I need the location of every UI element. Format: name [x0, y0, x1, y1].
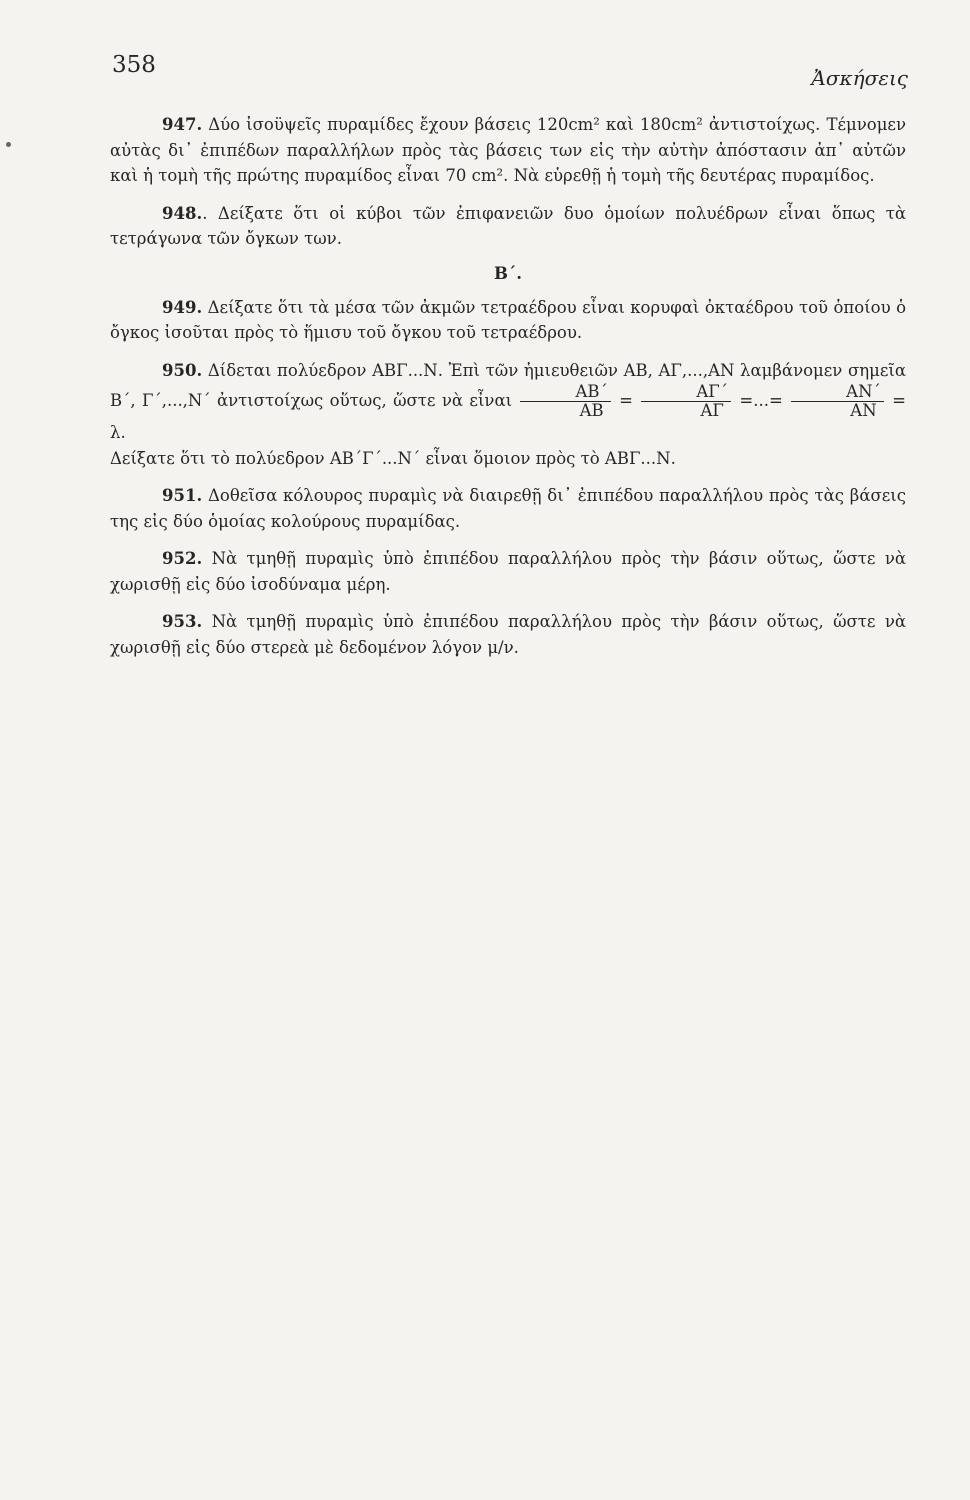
fraction-numerator: ΑΓ΄ — [696, 382, 728, 401]
reverse-page-bleed-through — [112, 700, 902, 1430]
exercise-list — [110, 112, 906, 672]
section-heading-b: Β΄. — [494, 263, 522, 283]
exercise-950 — [110, 358, 906, 472]
fraction-denominator: ΑΓ — [641, 401, 731, 420]
ellipsis-equals: =...= — [739, 391, 783, 410]
fraction-denominator: ΑΝ — [791, 401, 884, 420]
exercise-number: 947. — [162, 115, 203, 134]
lambda-ratio: = λ. — [110, 391, 906, 442]
exercise-number: 953. — [162, 612, 203, 631]
exercise-number: 952. — [162, 549, 203, 568]
ratio-fraction-b — [520, 383, 610, 420]
fraction-numerator: ΑΒ΄ — [575, 382, 608, 401]
exercise-951 — [110, 483, 906, 534]
equals-sign: = — [619, 391, 633, 410]
exercise-text: . Δείξατε ὅτι οἱ κύβοι τῶν ἐπιφανειῶν δυο ὁμοίων πολυέδρων εἶναι ὅπως τὰ τετράγωνα τῶν ὄγκων των. — [110, 203, 906, 248]
exercise-948 — [110, 201, 906, 252]
exercise-949 — [110, 295, 906, 346]
exercise-text: Δίδεται πολύεδρον ΑΒΓ...Ν. Ἐπὶ τῶν ἡμιευθειῶν ΑΒ, ΑΓ,...,ΑΝ λαμβάνομεν σημεῖα Β΄, Γ΄,...,Ν΄ ἀντιστοίχως οὕτως, ὥστε νὰ εἶναι — [110, 360, 906, 410]
exercise-text: Δείξατε ὅτι τὰ μέσα τῶν ἀκμῶν τετραέδρου εἶναι κορυφαὶ ὀκταέδρου τοῦ ὁποίου ὁ ὄγκος ἰσοῦται πρὸς τὸ ἥμισυ τοῦ ὄγκου τοῦ τετραέδρου. — [110, 297, 906, 342]
running-head: Ἀσκήσεις — [811, 66, 908, 90]
exercise-text-continued: Δείξατε ὅτι τὸ πολύεδρον ΑΒ΄Γ΄...Ν΄ εἶναι ὅμοιον πρὸς τὸ ΑΒΓ...Ν. — [110, 448, 676, 468]
page-header — [112, 52, 908, 92]
exercise-text: Δοθεῖσα κόλουρος πυραμὶς νὰ διαιρεθῇ δι᾽ ἐπιπέδου παραλλήλου πρὸς τὰς βάσεις της εἰς δύο ὁμοίας κολούρους πυραμίδας. — [110, 486, 906, 531]
ratio-fraction-n — [791, 383, 884, 420]
exercise-953 — [110, 609, 906, 660]
exercise-number: 951. — [162, 486, 203, 505]
exercise-947 — [110, 112, 906, 189]
ratio-fraction-g — [641, 383, 731, 420]
exercise-text: Νὰ τμηθῇ πυραμὶς ὑπὸ ἐπιπέδου παραλλήλου πρὸς τὴν βάσιν οὕτως, ὥστε νὰ χωρισθῇ εἰς δύο στερεὰ μὲ δεδομένον λόγον μ/ν. — [110, 612, 907, 657]
fraction-numerator: ΑΝ΄ — [846, 382, 881, 401]
exercise-952 — [110, 546, 906, 597]
margin-mark — [6, 142, 11, 147]
exercise-number: 949. — [162, 297, 203, 317]
exercise-number: 948. — [162, 203, 203, 223]
fraction-denominator: ΑΒ — [520, 401, 610, 420]
exercise-text: Νὰ τμηθῇ πυραμὶς ὑπὸ ἐπιπέδου παραλλήλου πρὸς τὴν βάσιν οὕτως, ὥστε νὰ χωρισθῇ εἰς δύο ἰσοδύναμα μέρη. — [110, 549, 907, 594]
exercise-text: Δύο ἰσοϋψεῖς πυραμίδες ἔχουν βάσεις 120cm² καὶ 180cm² ἀντιστοίχως. Τέμνομεν αὐτὰς δι᾽ ἐπιπέδων παραλλήλων πρὸς τὰς βάσεις των εἰς τὴν αὐτὴν ἀπόστασιν ἀπ᾽ αὐτῶν καὶ ἡ τομὴ τῆς πρώτης πυραμίδος εἶναι 70 cm². Νὰ εὑρεθῇ ἡ τομὴ τῆς δευτέρας πυραμίδος. — [110, 115, 907, 185]
exercise-number: 950. — [162, 360, 203, 380]
page-number: 358 — [112, 52, 156, 78]
